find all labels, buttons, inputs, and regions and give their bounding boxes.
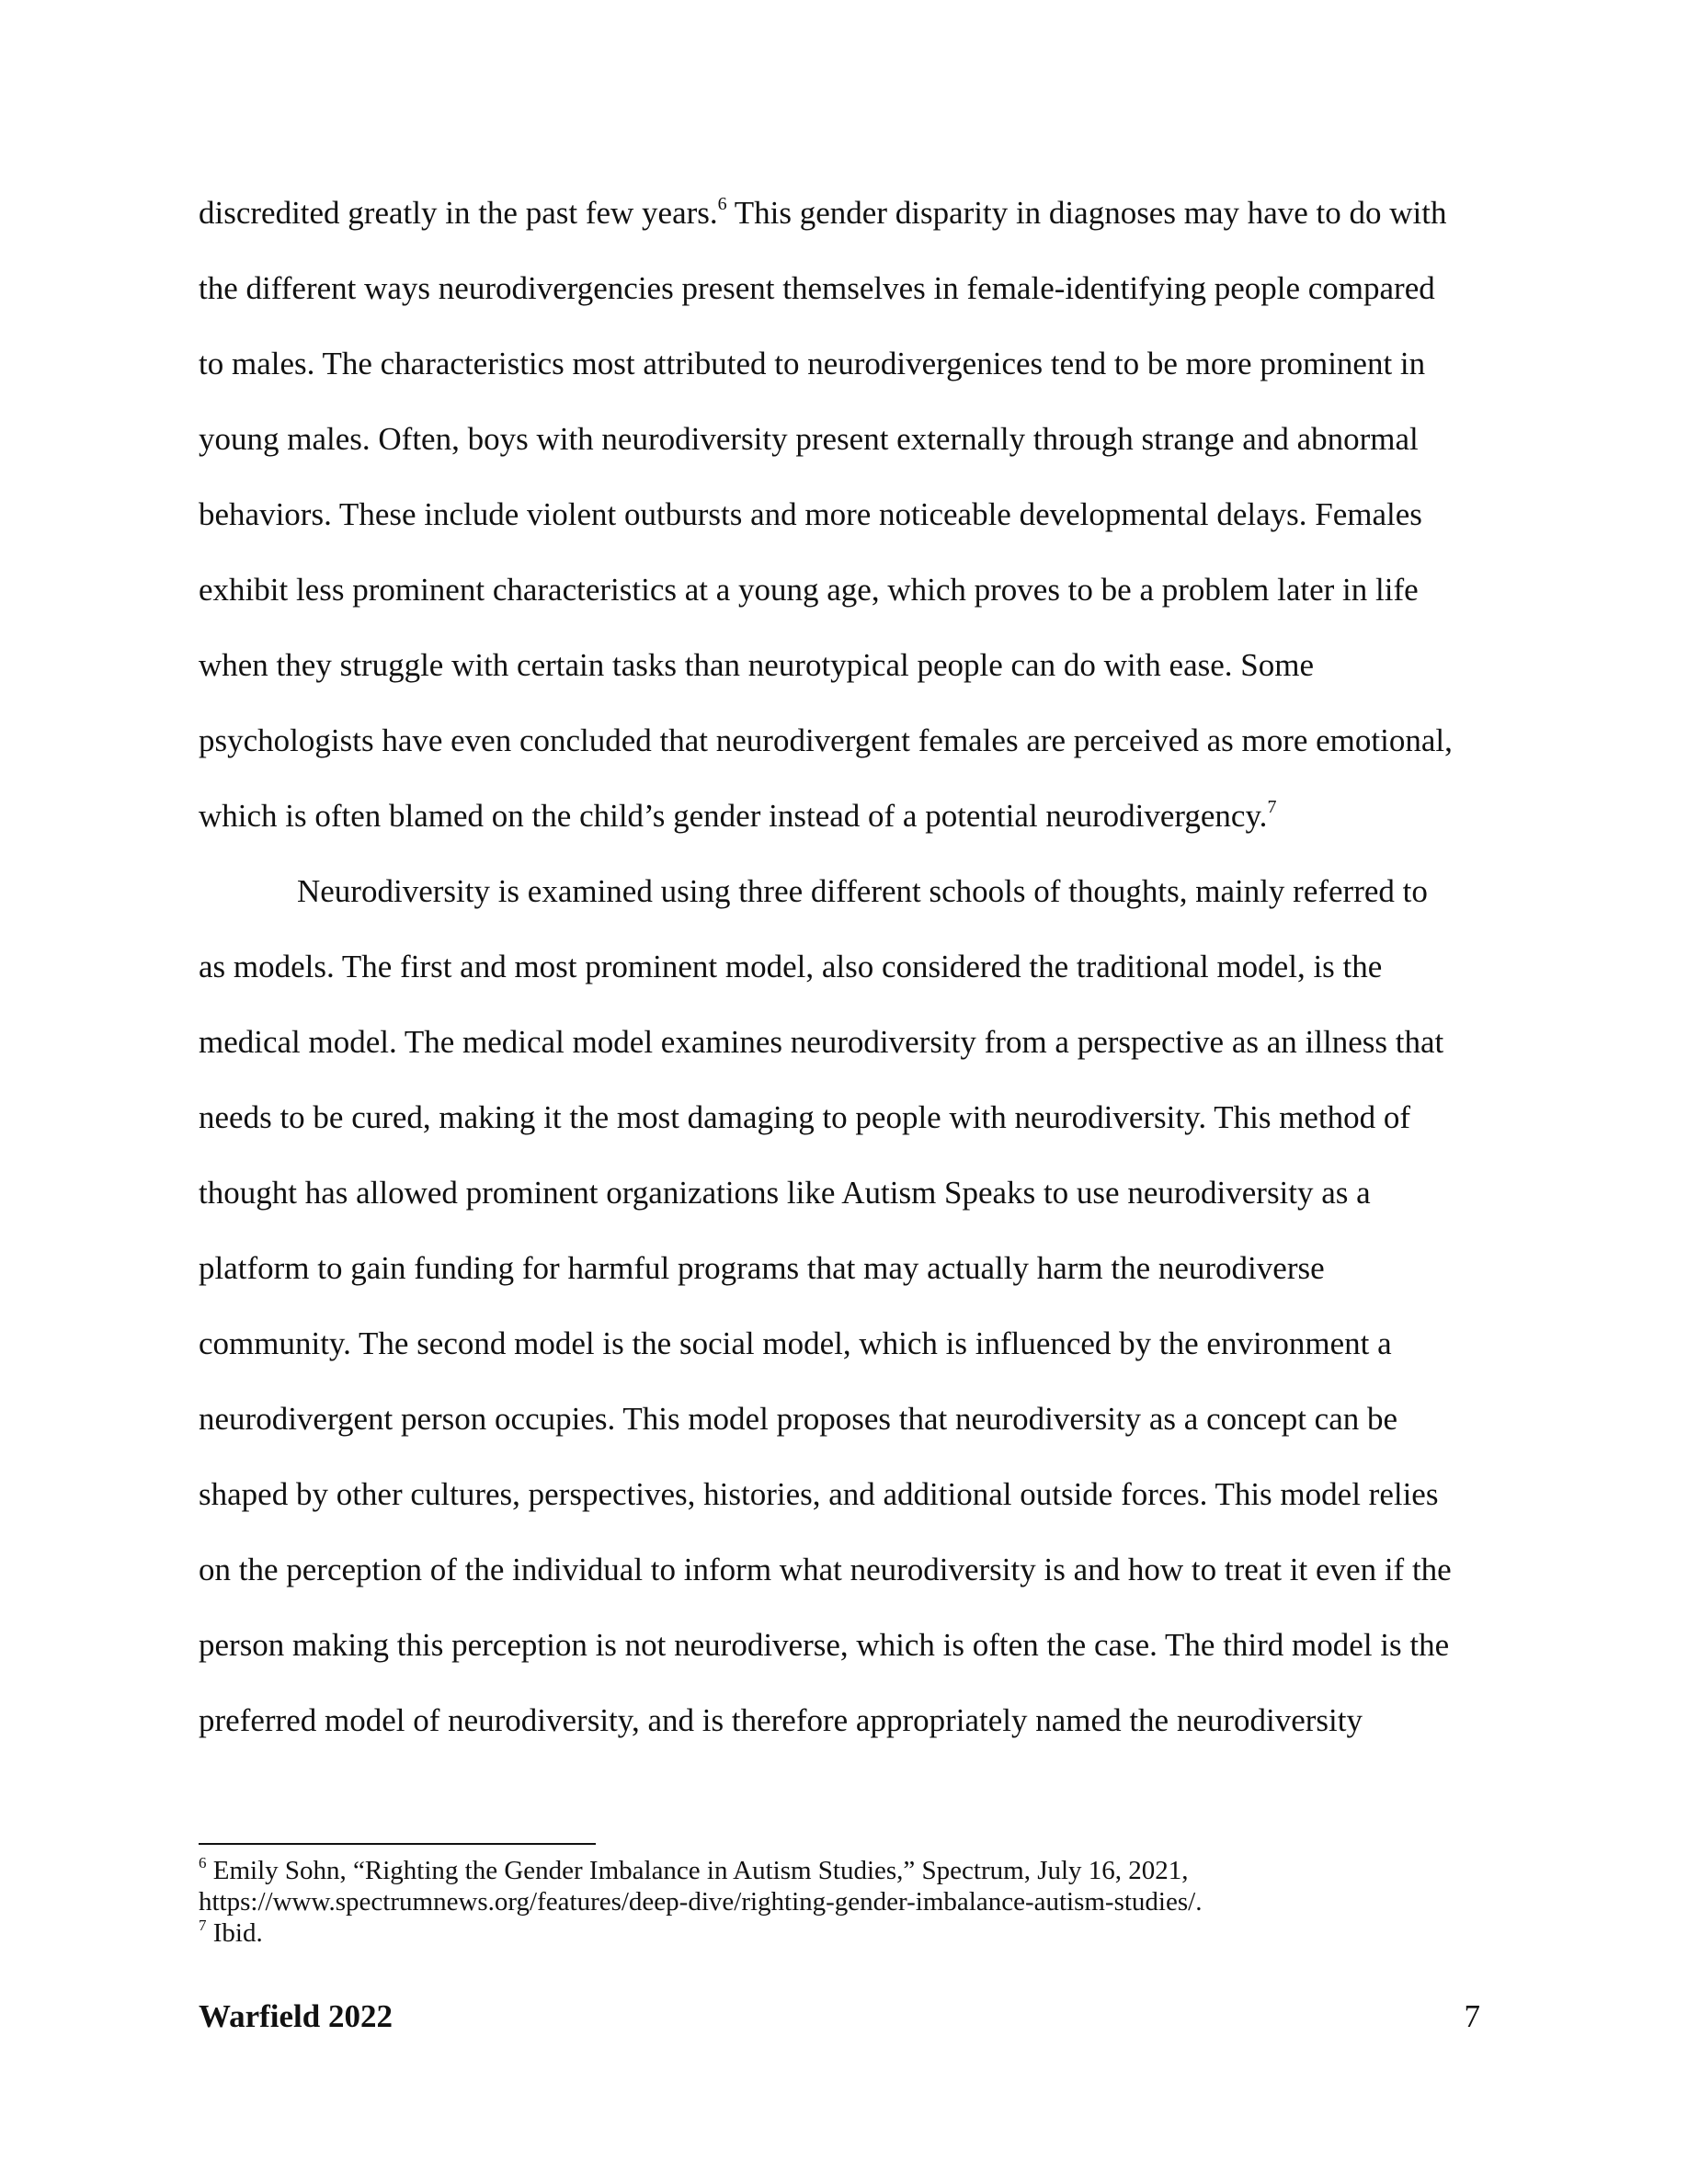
page-number: 7 bbox=[1464, 1998, 1480, 2034]
line-text: This gender disparity in diagnoses may have to do with bbox=[726, 195, 1447, 231]
body-line: to males. The characteristics most attributed to neurodivergenices tend to be more prominent in bbox=[199, 346, 1426, 381]
body-line: behaviors. These include violent outbursts and more noticeable developmental delays. Females bbox=[199, 496, 1422, 532]
body-line: preferred model of neurodiversity, and is therefore appropriately named the neurodiversity bbox=[199, 1702, 1363, 1738]
footnote-ref-6[interactable]: 6 bbox=[717, 194, 727, 214]
body-line bbox=[199, 193, 1447, 233]
body-line: on the perception of the individual to inform what neurodiversity is and how to treat it even if the bbox=[199, 1552, 1452, 1587]
body-line: shaped by other cultures, perspectives, histories, and additional outside forces. This model relies bbox=[199, 1476, 1439, 1512]
body-line: community. The second model is the social model, which is influenced by the environment a bbox=[199, 1325, 1392, 1361]
body-line: person making this perception is not neurodiverse, which is often the case. The third model is the bbox=[199, 1627, 1450, 1663]
body-line: needs to be cured, making it the most damaging to people with neurodiversity. This method of bbox=[199, 1099, 1411, 1135]
paragraph-start-line: Neurodiversity is examined using three different schools of thoughts, mainly referred to bbox=[297, 873, 1428, 909]
body-line: thought has allowed prominent organizations like Autism Speaks to use neurodiversity as a bbox=[199, 1175, 1371, 1211]
footnote-marker-6: 6 bbox=[199, 1854, 207, 1871]
line-text: which is often blamed on the child’s gender instead of a potential neurodivergency. bbox=[199, 798, 1268, 834]
footnote-6-text: Emily Sohn, “Righting the Gender Imbalance in Autism Studies,” Spectrum, July 16, 2021, bbox=[206, 1856, 1189, 1885]
body-line: neurodivergent person occupies. This model proposes that neurodiversity as a concept can be bbox=[199, 1401, 1398, 1437]
footer-author: Warfield 2022 bbox=[199, 1998, 393, 2034]
footnote-7 bbox=[199, 1917, 263, 1949]
footnote-ref-7[interactable]: 7 bbox=[1267, 797, 1277, 817]
body-line: medical model. The medical model examines neurodiversity from a perspective as an illness that bbox=[199, 1024, 1444, 1060]
footnote-6-url[interactable]: https://www.spectrumnews.org/features/deep-dive/righting-gender-imbalance-autism-studies/. bbox=[199, 1887, 1203, 1917]
body-line: the different ways neurodivergencies present themselves in female-identifying people compared bbox=[199, 270, 1435, 306]
footnote-6 bbox=[199, 1855, 1189, 1886]
body-line: young males. Often, boys with neurodiversity present externally through strange and abnormal bbox=[199, 421, 1419, 457]
line-text: discredited greatly in the past few years. bbox=[199, 195, 718, 231]
body-line: platform to gain funding for harmful programs that may actually harm the neurodiverse bbox=[199, 1250, 1325, 1286]
footnote-marker-7: 7 bbox=[199, 1917, 207, 1934]
footnote-7-text: Ibid. bbox=[206, 1918, 263, 1948]
footnote-separator bbox=[199, 1843, 596, 1845]
body-line: psychologists have even concluded that neurodivergent females are perceived as more emotional, bbox=[199, 722, 1453, 758]
body-line: as models. The first and most prominent model, also considered the traditional model, is the bbox=[199, 949, 1383, 984]
body-line bbox=[199, 796, 1276, 836]
body-line: when they struggle with certain tasks than neurotypical people can do with ease. Some bbox=[199, 647, 1314, 683]
body-line: exhibit less prominent characteristics at a young age, which proves to be a problem later in life bbox=[199, 572, 1419, 608]
